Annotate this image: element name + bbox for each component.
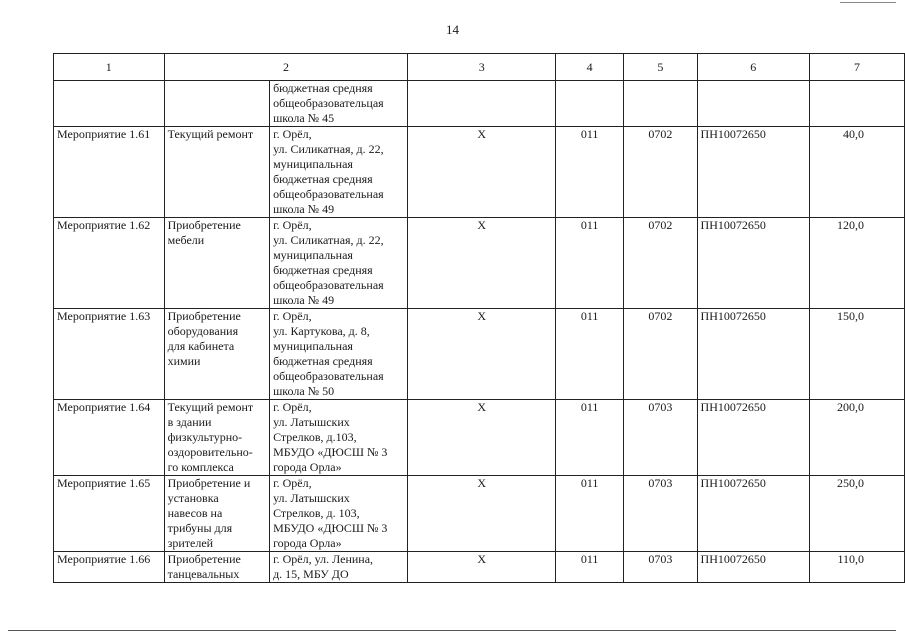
address-cell bbox=[270, 476, 408, 552]
code-4-cell: 011 bbox=[556, 476, 624, 552]
header-cell-1: 1 bbox=[54, 54, 165, 81]
address-line: г. Орёл, bbox=[273, 476, 312, 490]
event-cell: Мероприятие 1.62 bbox=[54, 218, 165, 309]
address-cell bbox=[270, 400, 408, 476]
header-row bbox=[54, 54, 905, 81]
activity-name-line: физкультурно- bbox=[167, 430, 243, 444]
address-line: муниципальная bbox=[273, 339, 353, 353]
address-line: ул. Силикатная, д. 22, bbox=[273, 233, 384, 247]
page-number: 14 bbox=[446, 22, 459, 37]
code-6-cell: ПН10072650 bbox=[697, 218, 809, 309]
header-cell-4: 4 bbox=[556, 54, 624, 81]
address-line: школа № 49 bbox=[273, 293, 335, 307]
code-5-cell: 0702 bbox=[624, 218, 697, 309]
amount-cell: 250,0 bbox=[809, 476, 904, 552]
mark-cell: Х bbox=[408, 476, 556, 552]
code-4-cell bbox=[556, 81, 624, 127]
address-line: муниципальная bbox=[273, 248, 353, 262]
address-line: МБУДО «ДЮСШ № 3 bbox=[273, 445, 388, 459]
mark-cell: Х bbox=[408, 127, 556, 218]
code-6-cell: ПН10072650 bbox=[697, 552, 809, 583]
activity-name-line: химии bbox=[167, 354, 201, 368]
code-5-cell: 0703 bbox=[624, 552, 697, 583]
address-line: ул. Латышских bbox=[273, 491, 350, 505]
activity-name-line: оздоровительно- bbox=[167, 445, 253, 459]
mark-cell: Х bbox=[408, 309, 556, 400]
event-cell: Мероприятие 1.66 bbox=[54, 552, 165, 583]
address-line: Стрелков, д. 103, bbox=[273, 506, 360, 520]
address-line: г. Орёл, bbox=[273, 218, 312, 232]
address-line: города Орла» bbox=[273, 536, 342, 550]
amount-cell: 40,0 bbox=[809, 127, 904, 218]
activity-name-cell bbox=[164, 400, 269, 476]
address-line: г. Орёл, bbox=[273, 127, 312, 141]
activity-name-line: Текущий ремонт bbox=[167, 400, 254, 414]
address-line: г. Орёл, bbox=[273, 400, 312, 414]
activity-name-cell bbox=[164, 127, 269, 218]
header-cell-7: 7 bbox=[809, 54, 904, 81]
code-4-cell: 011 bbox=[556, 400, 624, 476]
address-line: бюджетная средняя bbox=[273, 354, 373, 368]
code-6-cell: ПН10072650 bbox=[697, 476, 809, 552]
activity-name-line: Приобретение bbox=[167, 552, 241, 566]
table-row bbox=[54, 400, 905, 476]
event-cell: Мероприятие 1.63 bbox=[54, 309, 165, 400]
mark-cell: Х bbox=[408, 400, 556, 476]
header-cell-6: 6 bbox=[697, 54, 809, 81]
address-line: школа № 49 bbox=[273, 202, 335, 216]
activity-name-cell bbox=[164, 309, 269, 400]
activity-name-line: танцевальных bbox=[167, 567, 240, 581]
budget-events-table bbox=[53, 53, 905, 583]
activity-name-cell bbox=[164, 81, 269, 127]
code-4-cell: 011 bbox=[556, 127, 624, 218]
address-line: общеобразовательная bbox=[273, 278, 384, 292]
address-line: города Орла» bbox=[273, 460, 342, 474]
address-cell bbox=[270, 552, 408, 583]
code-6-cell bbox=[697, 81, 809, 127]
code-5-cell: 0703 bbox=[624, 476, 697, 552]
address-line: общеобразовательная bbox=[273, 369, 384, 383]
mark-cell: Х bbox=[408, 552, 556, 583]
header-cell-5: 5 bbox=[624, 54, 697, 81]
activity-name-line: оборудования bbox=[167, 324, 239, 338]
address-line: бюджетная средняя bbox=[273, 81, 373, 95]
code-5-cell bbox=[624, 81, 697, 127]
address-line: общеобразовательцая bbox=[273, 96, 384, 110]
top-edge-rule bbox=[840, 2, 896, 3]
event-cell: Мероприятие 1.64 bbox=[54, 400, 165, 476]
code-5-cell: 0702 bbox=[624, 127, 697, 218]
amount-cell: 110,0 bbox=[809, 552, 904, 583]
code-6-cell: ПН10072650 bbox=[697, 309, 809, 400]
activity-name-line: для кабинета bbox=[167, 339, 235, 353]
address-cell bbox=[270, 218, 408, 309]
activity-name-line: установка bbox=[167, 491, 219, 505]
activity-name-line: зрителей bbox=[167, 536, 214, 550]
code-5-cell: 0702 bbox=[624, 309, 697, 400]
code-6-cell: ПН10072650 bbox=[697, 400, 809, 476]
code-6-cell: ПН10072650 bbox=[697, 127, 809, 218]
bottom-scan-rule bbox=[8, 630, 896, 631]
table-row bbox=[54, 552, 905, 583]
code-4-cell: 011 bbox=[556, 552, 624, 583]
amount-cell bbox=[809, 81, 904, 127]
address-line: д. 15, МБУ ДО bbox=[273, 567, 349, 581]
header-cell-2: 2 bbox=[164, 54, 408, 81]
mark-cell: Х bbox=[408, 218, 556, 309]
address-line: г. Орёл, ул. Ленина, bbox=[273, 552, 374, 566]
code-4-cell: 011 bbox=[556, 309, 624, 400]
event-cell: Мероприятие 1.61 bbox=[54, 127, 165, 218]
table-row bbox=[54, 476, 905, 552]
address-line: ул. Силикатная, д. 22, bbox=[273, 142, 384, 156]
event-cell: Мероприятие 1.65 bbox=[54, 476, 165, 552]
address-cell bbox=[270, 309, 408, 400]
activity-name-line: трибуны для bbox=[167, 521, 233, 535]
activity-name-line: мебели bbox=[167, 233, 205, 247]
mark-cell bbox=[408, 81, 556, 127]
activity-name-line: в здании bbox=[167, 415, 212, 429]
amount-cell: 150,0 bbox=[809, 309, 904, 400]
address-cell bbox=[270, 127, 408, 218]
event-cell bbox=[54, 81, 165, 127]
table-row bbox=[54, 218, 905, 309]
code-5-cell: 0703 bbox=[624, 400, 697, 476]
address-line: ул. Картукова, д. 8, bbox=[273, 324, 370, 338]
address-line: общеобразовательная bbox=[273, 187, 384, 201]
activity-name-line: навесов на bbox=[167, 506, 223, 520]
address-line: бюджетная средняя bbox=[273, 263, 373, 277]
table-body bbox=[54, 54, 905, 583]
address-line: муниципальная bbox=[273, 157, 353, 171]
activity-name-line: Приобретение и bbox=[167, 476, 251, 490]
table-row bbox=[54, 81, 905, 127]
address-line: бюджетная средняя bbox=[273, 172, 373, 186]
activity-name-cell bbox=[164, 218, 269, 309]
amount-cell: 200,0 bbox=[809, 400, 904, 476]
amount-cell: 120,0 bbox=[809, 218, 904, 309]
code-4-cell: 011 bbox=[556, 218, 624, 309]
address-line: школа № 45 bbox=[273, 111, 335, 125]
address-line: ул. Латышских bbox=[273, 415, 350, 429]
activity-name-line: Приобретение bbox=[167, 309, 241, 323]
address-line: Стрелков, д.103, bbox=[273, 430, 357, 444]
activity-name-cell bbox=[164, 552, 269, 583]
activity-name-cell bbox=[164, 476, 269, 552]
table-row bbox=[54, 127, 905, 218]
address-line: МБУДО «ДЮСШ № 3 bbox=[273, 521, 388, 535]
address-line: школа № 50 bbox=[273, 384, 335, 398]
header-cell-3: 3 bbox=[408, 54, 556, 81]
activity-name-line: го комплекса bbox=[167, 460, 234, 474]
activity-name-line: Текущий ремонт bbox=[167, 127, 254, 141]
address-line: г. Орёл, bbox=[273, 309, 312, 323]
activity-name-line: Приобретение bbox=[167, 218, 241, 232]
table-row bbox=[54, 309, 905, 400]
address-cell bbox=[270, 81, 408, 127]
